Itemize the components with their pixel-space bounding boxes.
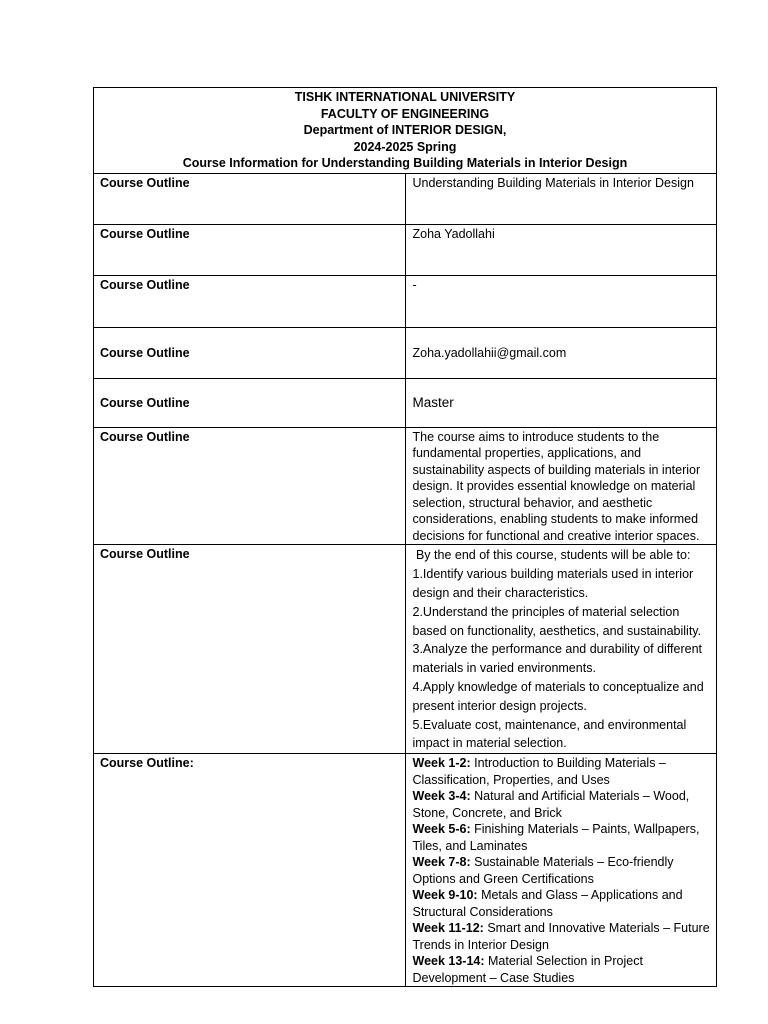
course-info-title: Course Information for Understanding Building Materials in Interior Design bbox=[182, 156, 628, 171]
week-range: Week 11-12: bbox=[412, 921, 484, 936]
objective-item: 2.Understand the principles of material selection based on functionality, aesthetics, and sustainability. bbox=[412, 604, 702, 638]
row-label: Course Outline bbox=[94, 327, 406, 378]
week-topic: Natural and Artificial Materials – Wood, Stone, Concrete, and Brick bbox=[412, 789, 690, 820]
row-label: Course Outline bbox=[94, 224, 406, 275]
objective-item: 1.Identify various building materials used in interior design and their characteristics. bbox=[412, 567, 694, 601]
email-value: Zoha.yadollahii@gmail.com bbox=[405, 327, 717, 378]
row-label: Course Outline bbox=[94, 275, 406, 327]
table-row bbox=[94, 327, 717, 378]
week-range: Week 9-10: bbox=[412, 888, 478, 903]
week-item bbox=[413, 887, 711, 920]
table-row bbox=[94, 378, 717, 427]
week-range: Week 7-8: bbox=[412, 855, 471, 870]
week-topic: Metals and Glass – Applications and Structural Considerations bbox=[412, 888, 683, 919]
table-row bbox=[94, 754, 717, 987]
objectives-intro: By the end of this course, students will be able to: bbox=[412, 548, 691, 563]
week-range: Week 3-4: bbox=[412, 789, 471, 804]
week-topic: Finishing Materials – Paints, Wallpapers, Tiles, and Laminates bbox=[412, 822, 700, 853]
department-name: Department of INTERIOR DESIGN, bbox=[303, 123, 507, 138]
week-range: Week 5-6: bbox=[412, 822, 471, 837]
row-label: Course Outline bbox=[94, 173, 406, 224]
week-item bbox=[413, 854, 711, 887]
empty-value: - bbox=[405, 275, 717, 327]
week-topic: Smart and Innovative Materials – Future Trends in Interior Design bbox=[412, 921, 710, 952]
table-row bbox=[94, 545, 717, 754]
instructor-value: Zoha Yadollahi bbox=[405, 224, 717, 275]
row-label: Course Outline bbox=[94, 427, 406, 545]
week-item bbox=[413, 953, 711, 986]
course-info-table bbox=[93, 87, 717, 987]
weekly-outline bbox=[405, 754, 717, 987]
week-item bbox=[413, 755, 711, 788]
row-label: Course Outline: bbox=[94, 754, 406, 987]
week-topic: Sustainable Materials – Eco-friendly Options and Green Certifications bbox=[412, 855, 674, 886]
table-row bbox=[94, 427, 717, 545]
table-row bbox=[94, 173, 717, 224]
course-title-value: Understanding Building Materials in Interior Design bbox=[405, 173, 717, 224]
objective-item: 3.Analyze the performance and durability of different materials in varied environments. bbox=[412, 642, 703, 676]
week-item bbox=[413, 821, 711, 854]
document-header bbox=[94, 88, 717, 174]
table-row bbox=[94, 275, 717, 327]
row-label: Course Outline bbox=[94, 378, 406, 427]
week-topic: Material Selection in Project Development – Case Studies bbox=[412, 954, 643, 985]
week-item bbox=[413, 788, 711, 821]
table-row bbox=[94, 224, 717, 275]
week-range: Week 13-14: bbox=[412, 954, 485, 969]
objective-item: 5.Evaluate cost, maintenance, and environmental impact in material selection. bbox=[412, 717, 687, 751]
week-range: Week 1-2: bbox=[412, 756, 471, 771]
course-description: The course aims to introduce students to the fundamental properties, applications, and sustainability aspects of building materials in interior design. It provides essential knowledge on material selection, structural behavior, and aesthetic considerations, enabling students to make informed decisions for functional and creative interior spaces. bbox=[405, 427, 717, 545]
learning-objectives bbox=[405, 545, 717, 754]
faculty-name: FACULTY OF ENGINEERING bbox=[320, 106, 490, 121]
objective-item: 4.Apply knowledge of materials to conceptualize and present interior design projects. bbox=[412, 680, 704, 713]
university-name: TISHK INTERNATIONAL UNIVERSITY bbox=[294, 90, 516, 104]
week-item bbox=[413, 920, 711, 953]
week-topic: Introduction to Building Materials – Classification, Properties, and Uses bbox=[412, 756, 666, 787]
level-value: Master bbox=[405, 378, 717, 427]
row-label: Course Outline bbox=[94, 545, 406, 754]
term: 2024-2025 Spring bbox=[353, 139, 457, 154]
